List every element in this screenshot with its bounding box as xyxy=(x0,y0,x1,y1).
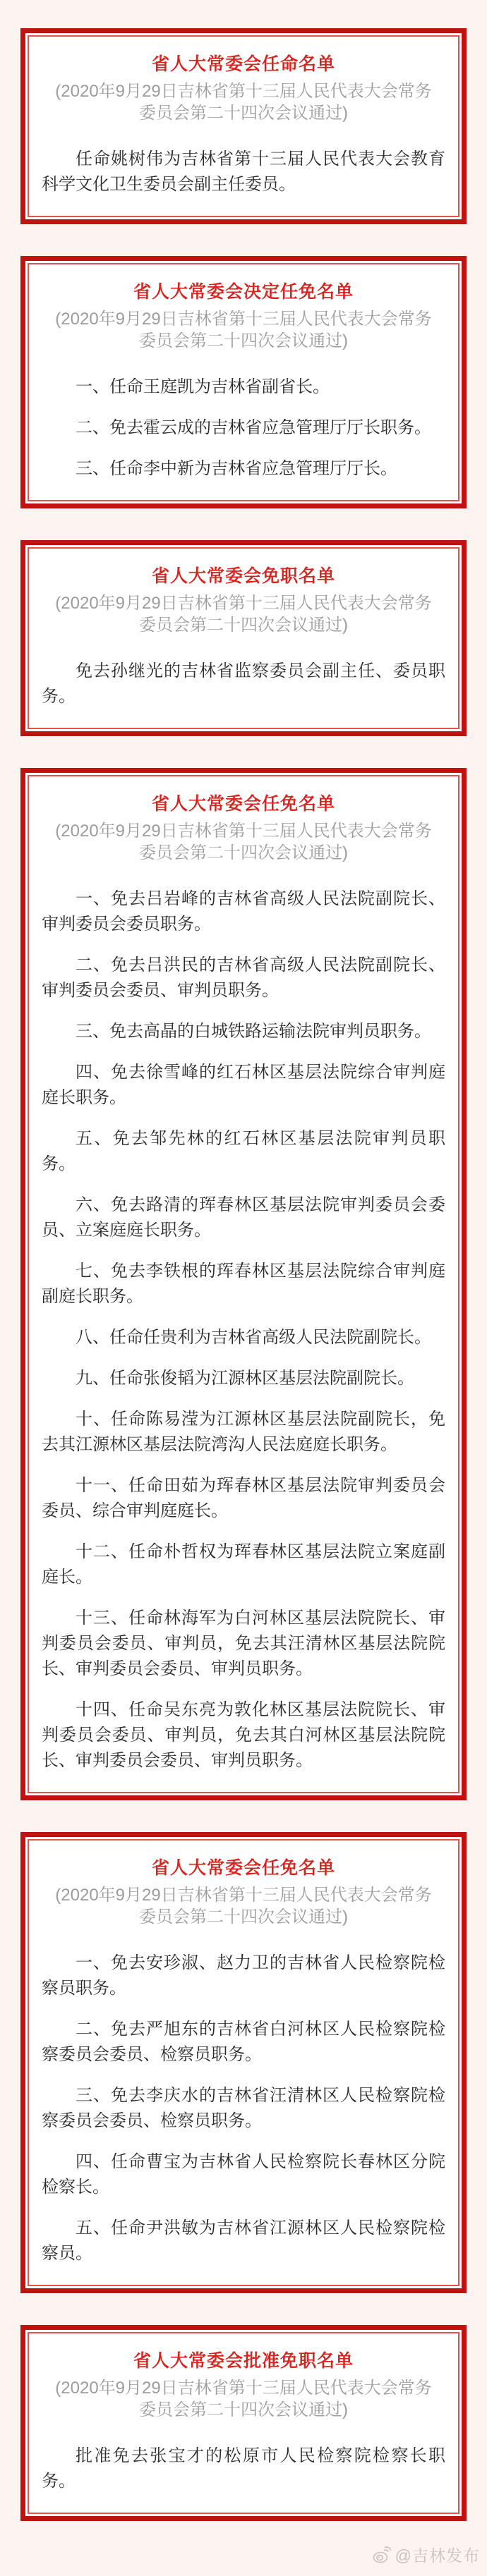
card-title: 省人大常委会任命名单 xyxy=(151,54,335,74)
card-inner-frame xyxy=(28,263,459,501)
body-paragraph: 十三、任命林海军为白河林区基层法院院长、审判委员会委员、审判员，免去其汪清林区基层法院院长、审判委员会委员、审判员职务。 xyxy=(42,1609,445,1678)
card-body xyxy=(42,147,445,197)
body-paragraph: 十、任命陈易滢为江源林区基层法院副院长，免去其江源林区基层法院湾沟人民法庭庭长职务。 xyxy=(42,1410,445,1454)
card-subtitle xyxy=(42,308,445,352)
card-title: 省人大常委会免职名单 xyxy=(151,566,335,586)
body-paragraph: 十四、任命吴东亮为敦化林区基层法院院长、审判委员会委员、审判员，免去其白河林区基层法院院长、审判委员会委员、审判员职务。 xyxy=(42,1700,445,1770)
card-subtitle xyxy=(42,80,445,124)
body-paragraph: 一、任命王庭凯为吉林省副省长。 xyxy=(76,377,330,396)
card-inner-frame xyxy=(28,2332,459,2514)
card-body xyxy=(42,1951,445,2266)
card-subtitle xyxy=(42,592,445,636)
subtitle-line-2: 委员会第二十四次会议通过) xyxy=(139,2400,348,2419)
card-subtitle xyxy=(42,1884,445,1928)
body-paragraph: 一、免去安珍淑、赵力卫的吉林省人民检察院检察员职务。 xyxy=(42,1953,445,1998)
subtitle-line-1: (2020年9月29日吉林省第十三届人民代表大会常务 xyxy=(55,82,432,101)
card-title: 省人大常委会决定任免名单 xyxy=(133,282,354,302)
subtitle-line-1: (2020年9月29日吉林省第十三届人民代表大会常务 xyxy=(55,822,432,841)
body-paragraph: 五、任命尹洪敏为吉林省江源林区人民检察院检察员。 xyxy=(42,2218,445,2263)
body-paragraph: 九、任命张俊韬为江源林区基层法院副院长。 xyxy=(76,1369,414,1388)
card-inner-frame xyxy=(28,35,459,217)
body-paragraph: 十二、任命朴哲权为珲春林区基层法院立案庭副庭长。 xyxy=(42,1542,445,1587)
card-subtitle xyxy=(42,2377,445,2421)
announcement-card-approved-dismissal xyxy=(20,2325,467,2521)
weibo-icon xyxy=(372,2546,392,2564)
card-inner-frame xyxy=(28,775,459,1793)
card-inner-frame xyxy=(28,547,459,729)
card-body xyxy=(42,659,445,709)
subtitle-line-2: 委员会第二十四次会议通过) xyxy=(139,1907,348,1927)
body-paragraph: 三、免去李庆水的吉林省汪清林区人民检察院检察委员会委员、检察员职务。 xyxy=(42,2086,445,2130)
subtitle-line-2: 委员会第二十四次会议通过) xyxy=(139,616,348,635)
subtitle-line-2: 委员会第二十四次会议通过) xyxy=(139,843,348,862)
watermark-text: @吉林发布 xyxy=(395,2546,480,2565)
body-paragraph: 十一、任命田茹为珲春林区基层法院审判委员会委员、综合审判庭庭长。 xyxy=(42,1476,445,1520)
body-paragraph: 一、免去吕岩峰的吉林省高级人民法院副院长、审判委员会委员职务。 xyxy=(42,889,445,934)
body-paragraph: 七、免去李铁根的珲春林区基层法院综合审判庭副庭长职务。 xyxy=(42,1262,445,1306)
body-paragraph: 二、免去霍云成的吉林省应急管理厅厅长职务。 xyxy=(76,418,431,437)
body-paragraph: 五、免去邹先林的红石林区基层法院审判员职务。 xyxy=(42,1129,445,1173)
body-paragraph: 免去孙继光的吉林省监察委员会副主任、委员职务。 xyxy=(42,661,445,706)
body-paragraph: 三、任命李中新为吉林省应急管理厅厅长。 xyxy=(76,459,397,478)
card-body xyxy=(42,886,445,1774)
body-paragraph: 八、任命任贵利为吉林省高级人民法院副院长。 xyxy=(76,1328,431,1347)
body-paragraph: 二、免去严旭东的吉林省白河林区人民检察院检察委员会委员、检察员职务。 xyxy=(42,2020,445,2064)
body-paragraph: 四、任命曹宝为吉林省人民检察院长春林区分院检察长。 xyxy=(42,2152,445,2197)
announcement-card-court-appointments xyxy=(20,768,467,1800)
subtitle-line-1: (2020年9月29日吉林省第十三届人民代表大会常务 xyxy=(55,594,432,613)
subtitle-line-1: (2020年9月29日吉林省第十三届人民代表大会常务 xyxy=(55,1886,432,1905)
body-paragraph: 三、免去高晶的白城铁路运输法院审判员职务。 xyxy=(76,1022,431,1041)
card-body xyxy=(42,374,445,482)
announcement-card-procuratorate-appointments xyxy=(20,1832,467,2293)
card-title: 省人大常委会任免名单 xyxy=(151,794,335,814)
body-paragraph: 二、免去吕洪民的吉林省高级人民法院副院长、审判委员会委员、审判员职务。 xyxy=(42,956,445,1000)
card-title: 省人大常委会任免名单 xyxy=(151,1858,335,1878)
announcement-card-appointment xyxy=(20,28,467,224)
body-paragraph: 批准免去张宝才的松原市人民检察院检察长职务。 xyxy=(42,2446,445,2491)
announcement-card-decision xyxy=(20,256,467,508)
watermark xyxy=(0,2543,487,2572)
card-subtitle xyxy=(42,820,445,864)
announcement-card-dismissal xyxy=(20,540,467,736)
body-paragraph: 任命姚树伟为吉林省第十三届人民代表大会教育科学文化卫生委员会副主任委员。 xyxy=(42,149,445,194)
body-paragraph: 四、免去徐雪峰的红石林区基层法院综合审判庭庭长职务。 xyxy=(42,1063,445,1107)
card-title: 省人大常委会批准免职名单 xyxy=(133,2351,354,2371)
body-paragraph: 六、免去路清的珲春林区基层法院审判委员会委员、立案庭庭长职务。 xyxy=(42,1195,445,1240)
subtitle-line-2: 委员会第二十四次会议通过) xyxy=(139,331,348,350)
card-body xyxy=(42,2443,445,2494)
subtitle-line-1: (2020年9月29日吉林省第十三届人民代表大会常务 xyxy=(55,310,432,329)
card-inner-frame xyxy=(28,1839,459,2286)
subtitle-line-2: 委员会第二十四次会议通过) xyxy=(139,104,348,123)
subtitle-line-1: (2020年9月29日吉林省第十三届人民代表大会常务 xyxy=(55,2379,432,2398)
